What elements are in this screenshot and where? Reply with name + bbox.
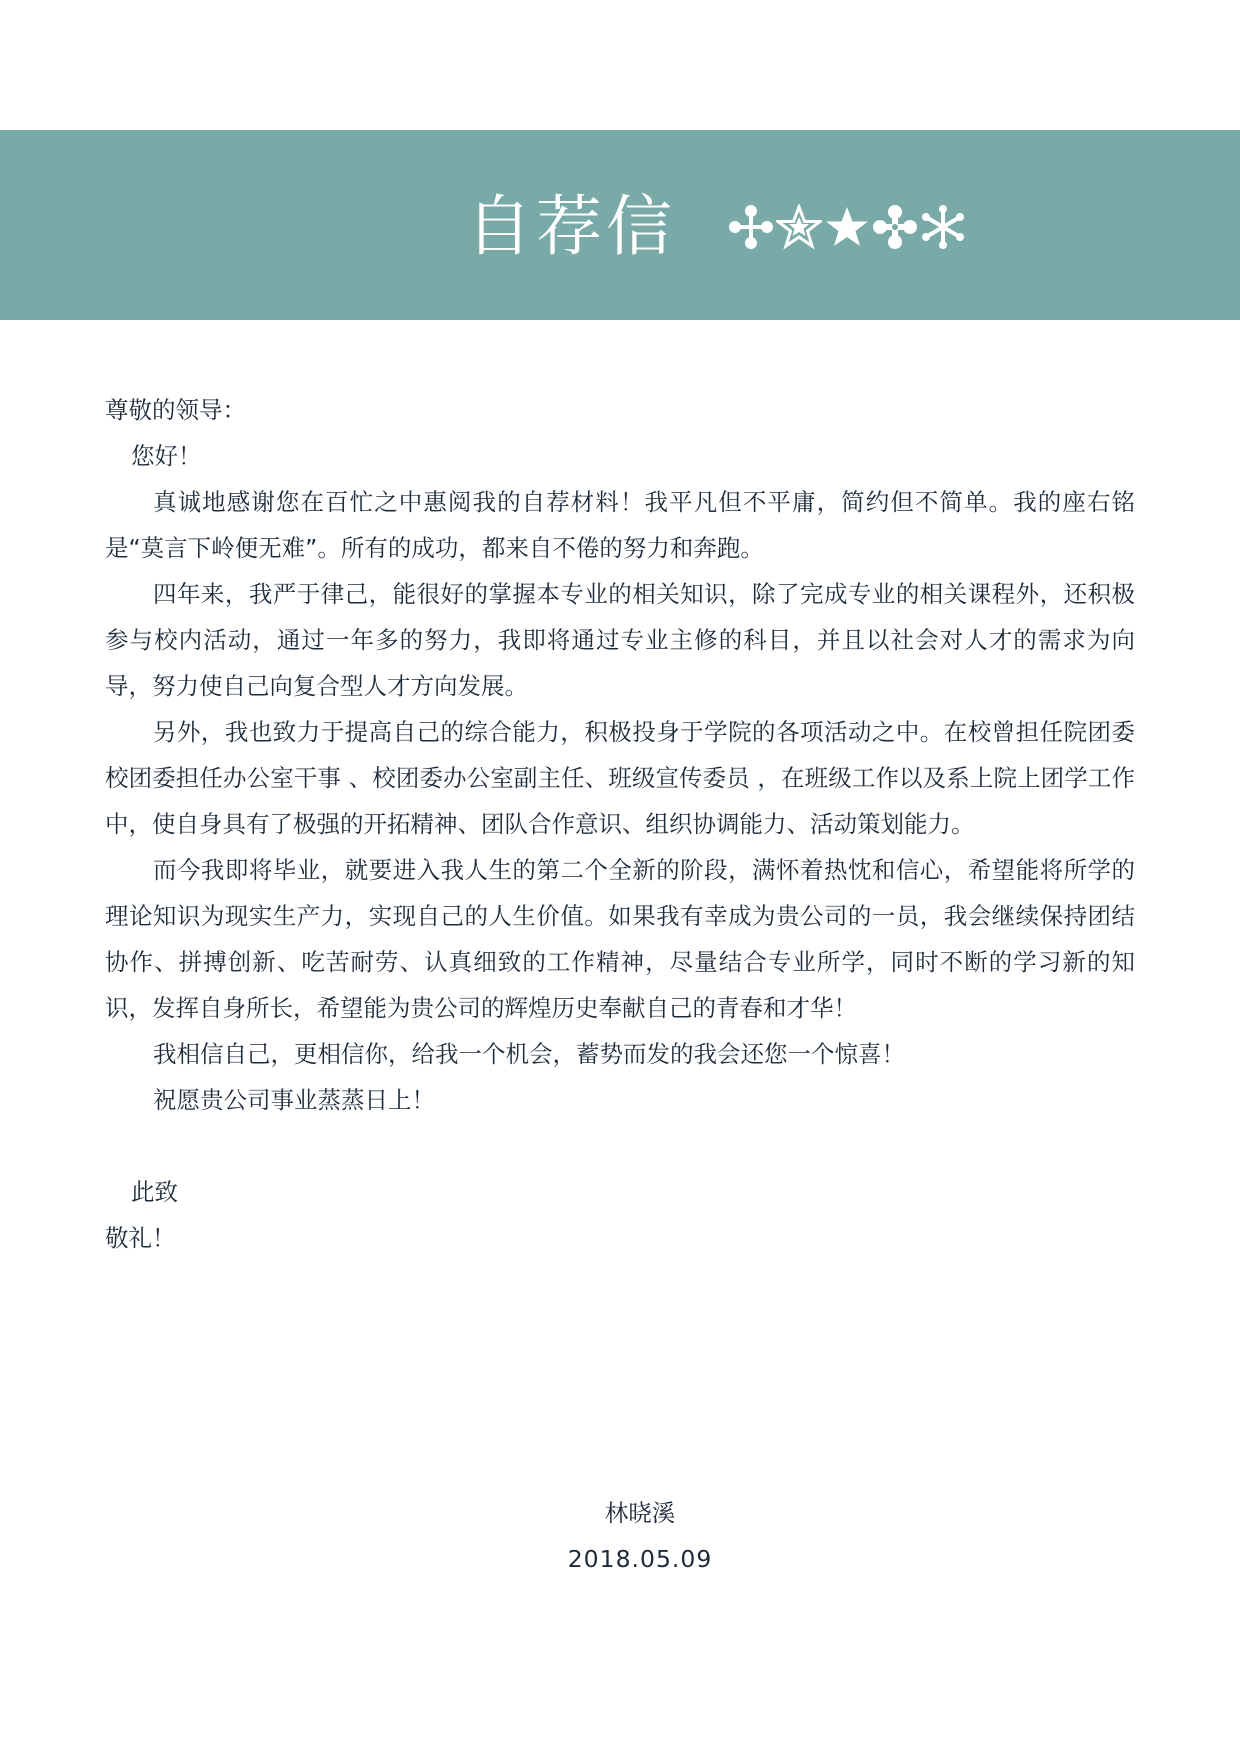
signature-date: 2018.05.09 — [567, 1545, 713, 1573]
paragraph: 另外，我也致力于提高自己的综合能力，积极投身于学院的各项活动之中。在校曾担任院团委校团委担任办公室干事 、校团委办公室副主任、班级宣传委员 ，在班级工作以及系上院上团学工作中，使自身具有了极强的开拓精神、团队合作意识、组织协调能力、活动策划能力。 — [105, 718, 1135, 838]
snowflake-icon — [920, 204, 966, 250]
signature-name: 林晓溪 — [604, 1499, 676, 1527]
four-club-cross-icon — [728, 204, 774, 250]
paragraph: 真诚地感谢您在百忙之中惠阅我的自荐材料！我平凡但不平庸，简约但不简单。我的座右铭是“莫言下岭便无难”。所有的成功，都来自不倦的努力和奔跑。 — [105, 488, 1135, 562]
letter-body — [105, 387, 1135, 1261]
spacer — [105, 1123, 1135, 1169]
paragraph: 而今我即将毕业，就要进入我人生的第二个全新的阶段，满怀着热忱和信心，希望能将所学的理论知识为现实生产力，实现自己的人生价值。如果我有幸成为贵公司的一员，我会继续保持团结协作、拼搏创新、吃苦耐劳、认真细致的工作精神，尽量结合专业所学，同时不断的学习新的知识，发挥自身所长，希望能为贵公司的辉煌历史奉献自己的青春和才华！ — [105, 856, 1135, 1022]
signature-block — [500, 1490, 780, 1582]
header-content — [466, 182, 966, 272]
paragraph: 祝愿贵公司事业蒸蒸日上！ — [153, 1086, 435, 1114]
club-cross-icon — [872, 204, 918, 250]
page-title: 自荐信 — [466, 188, 676, 265]
ornament-row — [728, 204, 966, 250]
greeting: 您好！ — [131, 442, 202, 470]
header-banner — [0, 130, 1240, 320]
black-star-icon — [824, 204, 870, 250]
outlined-star-icon — [776, 204, 822, 250]
paragraph: 四年来，我严于律己，能很好的掌握本专业的相关知识，除了完成专业的相关课程外，还积极参与校内活动，通过一年多的努力，我即将通过专业主修的科目，并且以社会对人才的需求为向导，努力使自己向复合型人才方向发展。 — [105, 580, 1135, 700]
salutation: 尊敬的领导： — [105, 396, 246, 424]
closing-line: 此致 — [131, 1178, 178, 1206]
closing-regards: 敬礼！ — [105, 1224, 176, 1252]
paragraph: 我相信自己，更相信你，给我一个机会，蓄势而发的我会还您一个惊喜！ — [153, 1040, 905, 1068]
